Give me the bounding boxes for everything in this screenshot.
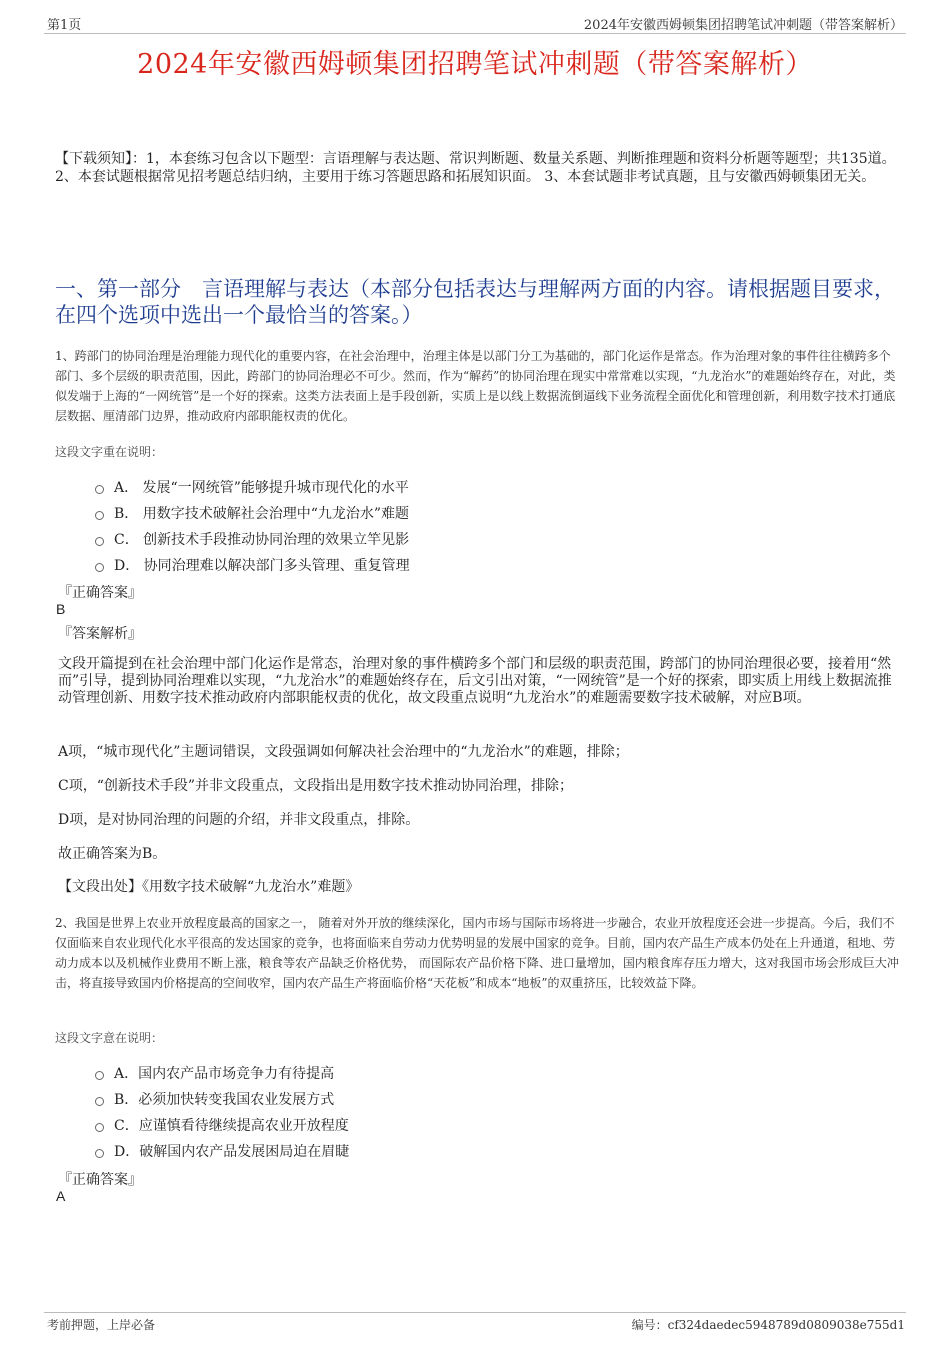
header-doc-title: 2024年安徽西姆顿集团招聘笔试冲刺题（带答案解析） [583,18,903,33]
q1-option-d[interactable] [95,555,410,575]
option-label: D． 协同治理难以解决部门多头管理、重复管理 [114,558,410,574]
q1-conclusion: 故正确答案为B。 [58,846,167,862]
q2-option-a[interactable] [95,1063,334,1083]
q1-passage: 1、跨部门的协同治理是治理能力现代化的重要内容，在社会治理中，治理主体是以部门分工为基础的，部门化运作是常态。作为治理对象的事件往往横跨多个部门、多个层级的职责范围，因此，跨部门的协同治理必不可少。然而，作为“解药”的协同治理在现实中常常难以实现，“九龙治水”的难题始终存在，对此，类似发端于上海的“一网统管”是一个好的探索。这类方法表面上是手段创新，实质上是以线上数据流倒逼线下业务流程全面优化和管理创新，利用数字技术打通底层数据、厘清部门边界，推动政府内部职能权责的优化。 [55,349,896,423]
radio-icon[interactable] [95,1097,104,1106]
download-notice: 【下载须知】：1，本套练习包含以下题型：言语理解与表达题、常识判断题、数量关系题、判断推理题和资料分析题等题型；共135道。 2、本套试题根据常见招考题总结归纳，主要用于练习答题思路和拓展知识面。 3、本套试题非考试真题，且与安徽西姆顿集团无关。 [55,151,896,185]
section-title: 一、第一部分 言语理解与表达（本部分包括表达与理解两方面的内容。请根据题目要求，在四个选项中选出一个最恰当的答案。） [55,277,895,327]
radio-icon[interactable] [95,1071,104,1080]
q2-prompt: 这段文字意在说明： [55,1031,164,1045]
q2-passage: 2、我国是世界上农业开放程度最高的国家之一， 随着对外开放的继续深化，国内市场与国际市场将进一步融合，农业开放程度还会进一步提高。今后，我们不仅面临来自农业现代化水平很高的发达国家的竞争，也将面临来自劳动力优势明显的发展中国家的竞争。目前，国内农产品生产成本仍处在上升通道，租地、劳动力成本以及机械作业费用不断上涨，粮食等农产品缺乏价格优势， 而国际农产品价格下降、进口量增加，国内粮食库存压力增大，这对我国市场会形成巨大冲击，将直接导致国内价格提高的空间收窄，国内农产品生产将面临价格“天花板”和成本“地板”的双重挤压，比较效益下降。 [55,916,899,990]
q2-option-d[interactable] [95,1141,349,1161]
radio-icon[interactable] [95,563,104,572]
q1-option-b[interactable] [95,503,409,523]
q1-explanation-c: C项，“创新技术手段”并非文段重点，文段指出是用数字技术推动协同治理，排除； [58,778,574,794]
radio-icon[interactable] [95,537,104,546]
option-label: A． 发展“一网统管”能够提升城市现代化的水平 [114,480,409,496]
header-divider [44,33,906,34]
footer-divider [44,1312,906,1313]
radio-icon[interactable] [95,511,104,520]
footer-serial: 编号：cf324daedec5948789d0809038e755d1 [631,1318,905,1332]
option-label: A．国内农产品市场竞争力有待提高 [114,1066,335,1082]
q1-answer: B [56,601,66,617]
q1-explanation-a: A项，“城市现代化”主题词错误，文段强调如何解决社会治理中的“九龙治水”的难题，排除； [58,744,629,760]
q1-explanation-d: D项，是对协同治理的问题的介绍，并非文段重点，排除。 [58,812,420,828]
q1-analysis-label: 『答案解析』 [58,626,142,642]
option-label: B．必须加快转变我国农业发展方式 [114,1092,335,1108]
page-number: 第1页 [47,18,82,33]
q1-prompt: 这段文字重在说明： [55,445,164,459]
q1-analysis: 文段开篇提到在社会治理中部门化运作是常态，治理对象的事件横跨多个部门和层级的职责范围，跨部门的协同治理很必要，接着用“然而”引导，提到协同治理难以实现，“九龙治水”的难题始终存在，后文引出对策，“一网统管”是一个好的探索，即实质上用线上数据流推动管理创新、用数字技术推动政府内部职能权责的优化，故文段重点说明“九龙治水”的难题需要数字技术破解，对应B项。 [58,656,892,706]
q1-source: 【文段出处】《用数字技术破解“九龙治水”难题》 [58,879,360,895]
option-label: C．应谨慎看待继续提高农业开放程度 [114,1118,349,1134]
radio-icon[interactable] [95,1123,104,1132]
q1-option-a[interactable] [95,477,409,497]
footer-slogan: 考前押题，上岸必备 [47,1318,156,1332]
q2-option-b[interactable] [95,1089,334,1109]
radio-icon[interactable] [95,485,104,494]
option-label: B． 用数字技术破解社会治理中“九龙治水”难题 [114,506,410,522]
q2-option-c[interactable] [95,1115,349,1135]
page-title: 2024年安徽西姆顿集团招聘笔试冲刺题（带答案解析） [137,49,813,80]
q2-answer-label: 『正确答案』 [58,1172,142,1188]
option-label: D．破解国内农产品发展困局迫在眉睫 [114,1144,350,1160]
q2-answer: A [56,1188,66,1204]
radio-icon[interactable] [95,1149,104,1158]
q1-answer-label: 『正确答案』 [58,585,142,601]
q1-option-c[interactable] [95,529,409,549]
option-label: C． 创新技术手段推动协同治理的效果立竿见影 [114,532,410,548]
